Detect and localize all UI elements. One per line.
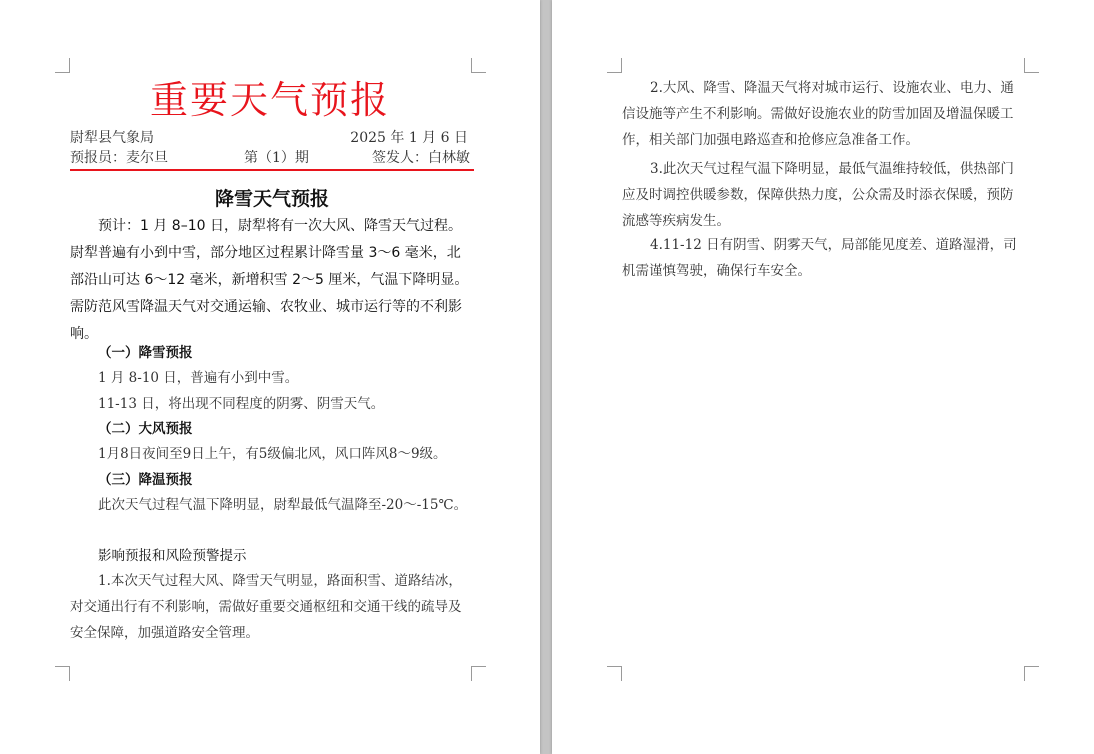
forecaster: 预报员：麦尔旦 — [70, 150, 168, 166]
document-page-2 — [552, 0, 1094, 754]
impact-item-1: 1.本次天气过程大风、降雪天气明显，路面积雪、道路结冰，对交通出行有不利影响，需做好重要交通枢纽和交通干线的疏导及安全保障，加强道路安全管理。 — [70, 573, 462, 641]
section-wind-heading: （二）大风预报 — [98, 421, 193, 437]
impact-item-3: 3.此次天气过程气温下降明显，最低气温维持较低，供热部门应及时调控供暖参数，保障供热力度，公众需及时添衣保暖，预防流感等疾病发生。 — [622, 161, 1014, 229]
issue-date: 2025 年 1 月 6 日 — [350, 130, 468, 146]
crop-mark-top-right — [1024, 58, 1039, 73]
issuer-name: 尉犁县气象局 — [70, 130, 154, 146]
signer: 签发人：白林敏 — [372, 150, 470, 166]
header-divider — [70, 169, 474, 171]
section-snow-heading: （一）降雪预报 — [98, 345, 193, 361]
crop-mark-top-left — [607, 58, 622, 73]
document-title: 重要天气预报 — [149, 78, 390, 122]
temperature-forecast-line: 此次天气过程气温下降明显，尉犁最低气温降至-20～-15℃。 — [98, 497, 468, 513]
impact-warning-heading: 影响预报和风险预警提示 — [98, 548, 247, 564]
forecast-subtitle: 降雪天气预报 — [214, 188, 329, 210]
forecast-summary: 预计：1 月 8–10 日，尉犁将有一次大风、降雪天气过程。尉犁普遍有小到中雪，部分地区过程累计降雪量 3～6 毫米，北部沿山可达 6～12 毫米，新增积雪 2～5 厘米，气温下降明显。需防范风雪降温天气对交通运输、农牧业、城市运行等的不利影响。 — [70, 218, 469, 342]
snow-forecast-line-1: 1 月 8-10 日，普遍有小到中雪。 — [98, 370, 299, 386]
section-temperature-heading: （三）降温预报 — [98, 472, 193, 488]
impact-item-4: 4.11-12 日有阴雪、阴雾天气，局部能见度差、道路湿滑，司机需谨慎驾驶，确保行车安全。 — [622, 237, 1017, 279]
snow-forecast-line-2: 11-13 日，将出现不同程度的阴雾、阴雪天气。 — [98, 396, 385, 412]
wind-forecast-line: 1月8日夜间至9日上午，有5级偏北风，风口阵风8～9级。 — [98, 446, 447, 462]
issue-number: 第（1）期 — [244, 150, 309, 166]
crop-mark-bottom-left — [607, 666, 622, 681]
crop-mark-bottom-right — [1024, 666, 1039, 681]
crop-mark-bottom-left — [55, 666, 70, 681]
crop-mark-top-right — [471, 58, 486, 73]
impact-item-2: 2.大风、降雪、降温天气将对城市运行、设施农业、电力、通信设施等产生不利影响。需做好设施农业的防雪加固及增温保暖工作，相关部门加强电路巡查和抢修应急准备工作。 — [622, 80, 1014, 148]
crop-mark-top-left — [55, 58, 70, 73]
crop-mark-bottom-right — [471, 666, 486, 681]
document-page-1 — [0, 0, 540, 754]
